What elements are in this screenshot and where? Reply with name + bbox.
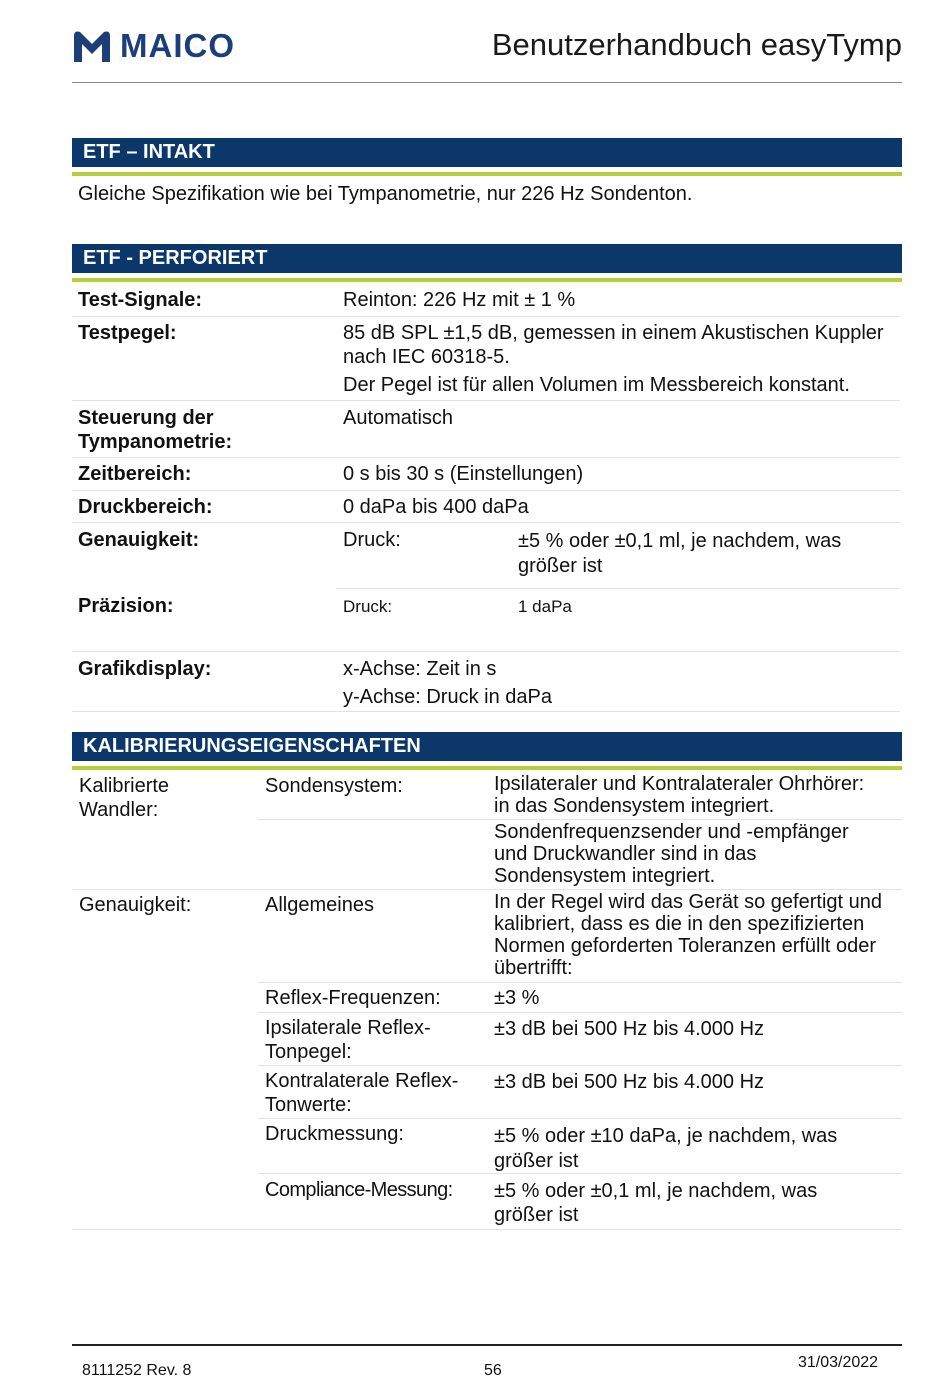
ipsi-label-line1: Ipsilaterale Reflex- [265, 1017, 431, 1039]
kontra-value: ±3 dB bei 500 Hz bis 4.000 Hz [494, 1071, 765, 1093]
sondensystem-label: Sondensystem: [265, 775, 403, 797]
compliance-value-line1: ±5 % oder ±0,1 ml, je nachdem, was [494, 1180, 818, 1202]
test-signale-label: Test-Signale: [78, 289, 203, 311]
steuerung-label-line2: Tympanometrie: [78, 431, 233, 453]
footer-rule [72, 1344, 902, 1346]
row-divider [258, 1065, 902, 1066]
ipsi-value: ±3 dB bei 500 Hz bis 4.000 Hz [494, 1018, 765, 1040]
row-divider [72, 1229, 902, 1230]
row-divider [72, 522, 900, 523]
row-divider [72, 651, 900, 652]
section-header-etf-intakt: ETF – INTAKT [72, 138, 902, 167]
druckmessung-value-line1: ±5 % oder ±10 daPa, je nachdem, was [494, 1125, 838, 1147]
footer-doc-number: 8111252 Rev. 8 [82, 1362, 192, 1379]
section-header-kalibrierung: KALIBRIERUNGSEIGENSCHAFTEN [72, 732, 902, 761]
maico-logo-icon [72, 28, 112, 64]
section-accent-line [72, 278, 902, 282]
row-divider [258, 982, 902, 983]
zeitbereich-label: Zeitbereich: [78, 463, 192, 485]
row-divider [258, 1118, 902, 1119]
allgemeines-value-line3: Normen geforderten Toleranzen erfüllt oder [494, 935, 877, 957]
row-divider [72, 400, 900, 401]
druckmessung-value-line2: größer ist [494, 1150, 579, 1172]
section-header-etf-perforiert: ETF - PERFORIERT [72, 244, 902, 273]
row-divider [258, 1012, 902, 1013]
allgemeines-value-line2: kalibriert, dass es die in den spezifizierten [494, 913, 865, 935]
testpegel-value-line2: nach IEC 60318-5. [343, 346, 510, 368]
row-divider [258, 819, 902, 820]
compliance-value-line2: größer ist [494, 1204, 579, 1226]
grafikdisplay-value-line2: y-Achse: Druck in daPa [343, 686, 552, 708]
zeitbereich-value: 0 s bis 30 s (Einstellungen) [343, 463, 584, 485]
row-divider [72, 711, 900, 712]
section-accent-line [72, 172, 902, 176]
allgemeines-label: Allgemeines [265, 894, 374, 916]
allgemeines-value-line4: übertrifft: [494, 957, 573, 979]
section-accent-line [72, 766, 902, 770]
allgemeines-value-line1: In der Regel wird das Gerät so gefertigt und [494, 891, 882, 913]
footer-date: 31/03/2022 [798, 1354, 879, 1371]
ipsi-label-line2: Tonpegel: [265, 1041, 352, 1063]
wandler-label-line2: Wandler: [79, 799, 159, 821]
row-divider [72, 457, 900, 458]
kontra-label-line2: Tonwerte: [265, 1094, 352, 1116]
sonden-value-line3: Sondenfrequenzsender und -empfänger [494, 821, 849, 843]
compliance-label: Compliance-Messung: [265, 1179, 453, 1201]
reflex-frequenzen-label: Reflex-Frequenzen: [265, 987, 441, 1009]
steuerung-label-line1: Steuerung der [78, 407, 214, 429]
steuerung-value: Automatisch [343, 407, 454, 429]
footer-page-number: 56 [484, 1362, 502, 1379]
sonden-value-line4: und Druckwandler sind in das [494, 843, 757, 865]
wandler-label-line1: Kalibrierte [79, 775, 170, 797]
test-signale-value: Reinton: 226 Hz mit ± 1 % [343, 289, 576, 311]
sonden-value-line1: Ipsilateraler und Kontralateraler Ohrhörer: [494, 773, 865, 795]
row-divider [258, 1173, 902, 1174]
header-rule [72, 82, 902, 83]
praezision-sub-label: Druck: [343, 597, 393, 616]
etf-intakt-text: Gleiche Spezifikation wie bei Tympanometrie, nur 226 Hz Sondenton. [78, 183, 693, 205]
praezision-label: Präzision: [78, 595, 174, 617]
reflex-frequenzen-value: ±3 % [494, 987, 540, 1009]
genauigkeit-value-line1: ±5 % oder ±0,1 ml, je nachdem, was [518, 530, 842, 552]
row-divider [336, 588, 900, 589]
druckbereich-value: 0 daPa bis 400 daPa [343, 496, 529, 518]
praezision-value: 1 daPa [518, 597, 572, 616]
sonden-value-line2: in das Sondensystem integriert. [494, 795, 775, 817]
kontra-label-line1: Kontralaterale Reflex- [265, 1070, 459, 1092]
row-divider [72, 316, 900, 317]
kalib-genauigkeit-label: Genauigkeit: [79, 894, 192, 916]
logo-text: MAICO [120, 27, 235, 64]
row-divider [72, 490, 900, 491]
row-divider [72, 889, 902, 890]
maico-logo [72, 26, 235, 66]
sonden-value-line5: Sondensystem integriert. [494, 865, 716, 887]
grafikdisplay-label: Grafikdisplay: [78, 658, 212, 680]
testpegel-value-line1: 85 dB SPL ±1,5 dB, gemessen in einem Akustischen Kuppler [343, 322, 884, 344]
genauigkeit-value-line2: größer ist [518, 555, 603, 577]
genauigkeit-sub-label: Druck: [343, 529, 401, 551]
genauigkeit-label: Genauigkeit: [78, 529, 200, 551]
druckbereich-label: Druckbereich: [78, 496, 213, 518]
testpegel-label: Testpegel: [78, 322, 177, 344]
grafikdisplay-value-line1: x-Achse: Zeit in s [343, 658, 497, 680]
testpegel-value-line3: Der Pegel ist für allen Volumen im Messbereich konstant. [343, 374, 850, 396]
document-title: Benutzerhandbuch easyTymp [491, 27, 902, 62]
druckmessung-label: Druckmessung: [265, 1123, 404, 1145]
